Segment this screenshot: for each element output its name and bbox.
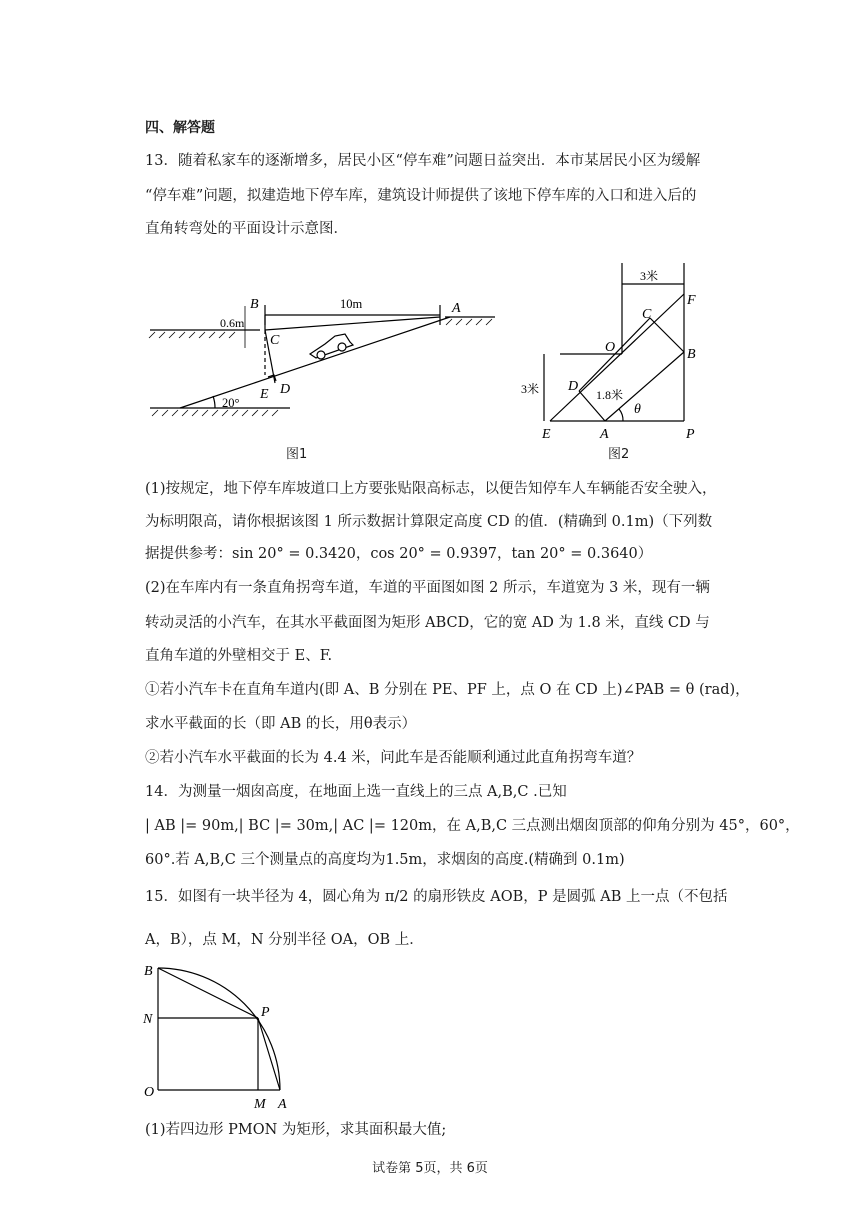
q15-line-1: 15．如图有一块半径为 4，圆心角为 π/2 的扇形铁皮 AOB，P 是圆弧 AB 上一点（不包括: [145, 889, 728, 905]
q13-part2-line-2: 转动灵活的小汽车，在其水平截面图为矩形 ABCD，它的宽 AD 为 1.8 米，直线 CD 与: [145, 615, 710, 631]
fig3-label-n: N: [143, 1012, 153, 1027]
q13-part1-line-1: (1)按规定，地下停车库坡道口上方要张贴限高标志，以便告知停车人车辆能否安全驶入，: [145, 481, 717, 497]
fig1-label-10m: 10m: [340, 297, 363, 311]
q13-part2-line-1: (2)在车库内有一条直角拐弯车道，车道的平面图如图 2 所示，车道宽为 3 米，现有一辆: [145, 580, 710, 596]
q13-part1-line-2: 为标明限高，请你根据该图 1 所示数据计算限定高度 CD 的值．(精确到 0.1m)（下列数: [145, 514, 713, 530]
section-title: 四、解答题: [145, 120, 215, 136]
q13-part2-line-3: 直角车道的外壁相交于 E、F.: [145, 648, 333, 664]
fig1-label-06m: 0.6m: [220, 316, 245, 330]
figure-3-sector-diagram: [140, 960, 300, 1112]
fig2-label-18m: 1.8米: [596, 388, 624, 402]
fig3-label-o: O: [144, 1085, 155, 1100]
q14-line-3: 60°.若 A,B,C 三个测量点的高度均为1.5m，求烟囱的高度.(精确到 0.1m): [145, 852, 625, 868]
q13-part1-line-3: 据提供参考：sin 20° = 0.3420，cos 20° = 0.9397，tan 20° = 0.3640）: [145, 546, 653, 562]
q13-line-2: “停车难”问题，拟建造地下停车库，建筑设计师提供了该地下停车库的入口和进入后的: [145, 188, 697, 204]
fig2-label-p: P: [686, 427, 695, 442]
fig3-label-a: A: [278, 1097, 287, 1112]
fig1-label-b: B: [250, 297, 259, 312]
q13-line-1: 13．随着私家车的逐渐增多，居民小区“停车难”问题日益突出．本市某居民小区为缓解: [145, 153, 701, 169]
fig3-label-m: M: [254, 1097, 266, 1112]
q14-line-1: 14．为测量一烟囱高度，在地面上选一直线上的三点 A,B,C .已知: [145, 784, 567, 800]
fig1-label-d: D: [280, 382, 291, 397]
fig2-label-o: O: [605, 340, 616, 355]
fig2-label-c: C: [642, 307, 652, 322]
q15-part1: (1)若四边形 PMON 为矩形，求其面积最大值;: [145, 1122, 447, 1138]
q14-line-2: | AB |= 90m,| BC |= 30m,| AC |= 120m，在 A,B,C 三点测出烟囱顶部的仰角分别为 45°，60°，: [145, 818, 800, 834]
fig3-label-b: B: [144, 964, 153, 979]
fig2-label-e: E: [542, 427, 551, 442]
q15-line-2: A，B），点 M，N 分别半径 OA，OB 上．: [145, 932, 424, 948]
fig2-label-3m-top: 3米: [640, 269, 659, 283]
page-footer: 试卷第 5页，共 6页: [372, 1161, 488, 1176]
fig2-label-d: D: [568, 379, 579, 394]
fig2-label-3m-left: 3米: [521, 382, 540, 396]
q13-part2-sub1-line-1: ①若小汽车卡在直角车道内(即 A、B 分别在 PE、PF 上，点 O 在 CD 上)∠PAB = θ (rad)，: [145, 682, 750, 698]
figure-1-caption: 图1: [286, 447, 308, 462]
fig2-label-f: F: [687, 293, 696, 308]
fig1-label-e: E: [260, 387, 269, 402]
figure-1-slope-diagram: [140, 290, 510, 470]
fig2-label-b: B: [687, 347, 696, 362]
fig3-label-p: P: [261, 1005, 270, 1020]
fig2-label-a: A: [600, 427, 609, 442]
car-icon: [310, 334, 353, 359]
fig1-label-c: C: [270, 333, 280, 348]
fig2-label-theta: θ: [634, 402, 641, 417]
q13-line-3: 直角转弯处的平面设计示意图．: [145, 221, 348, 237]
figure-2-corner-diagram: [520, 258, 710, 448]
fig1-label-a: A: [452, 301, 461, 316]
q13-part2-sub2: ②若小汽车水平截面的长为 4.4 米，问此车是否能顺利通过此直角拐弯车道？: [145, 750, 642, 766]
fig1-label-angle: 20°: [222, 396, 240, 410]
figure-2-caption: 图2: [608, 447, 630, 462]
q13-part2-sub1-line-2: 求水平截面的长（即 AB 的长，用θ表示）: [145, 716, 417, 732]
